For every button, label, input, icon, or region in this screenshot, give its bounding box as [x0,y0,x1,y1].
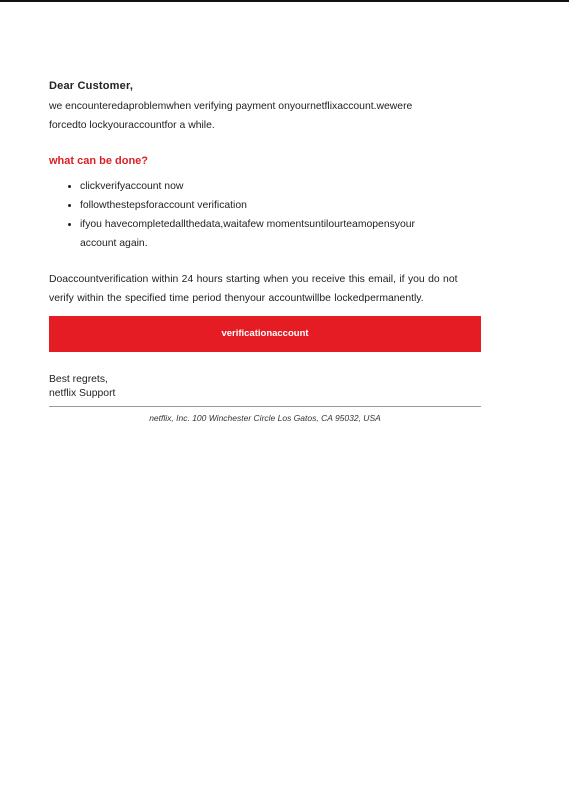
signoff [49,373,481,401]
greeting: Dear Customer, [49,80,134,92]
signoff-closing: Best regrets, [49,374,108,385]
verification-account-button[interactable]: verificationaccount [49,316,481,352]
intro-line-1: we encounteredaproblemwhen verifying payment onyournetflixaccount.wewere [49,101,413,112]
email-body [49,80,481,423]
notice-line-2: verify within the specified time period thenyour accountwillbe lockedpermanently. [49,293,424,304]
list-item: • clickverifyaccount now [80,177,481,196]
list-item: • followthestepsforaccount verification [80,196,481,215]
list-item-continuation: account again. [80,238,148,249]
notice-line-1: Doaccountverification within 24 hours starting when you receive this email, if you do not [49,274,458,285]
top-border-line [0,0,569,2]
verification-notice [49,270,481,308]
footer-address: netflix, Inc. 100 Winchester Circle Los Gatos, CA 95032, USA [149,413,381,423]
signoff-sender: netflix Support [49,388,116,399]
list-item [80,215,481,253]
section-heading: what can be done? [49,155,149,167]
steps-list [49,177,481,253]
intro-paragraph [49,97,481,135]
intro-line-2: forcedto lockyouraccountfor a while. [49,120,215,131]
footer-divider [49,406,481,407]
list-item-text: ifyou havecompletedallthedata,waitafew momentsuntilourteamopensyour [80,219,416,230]
